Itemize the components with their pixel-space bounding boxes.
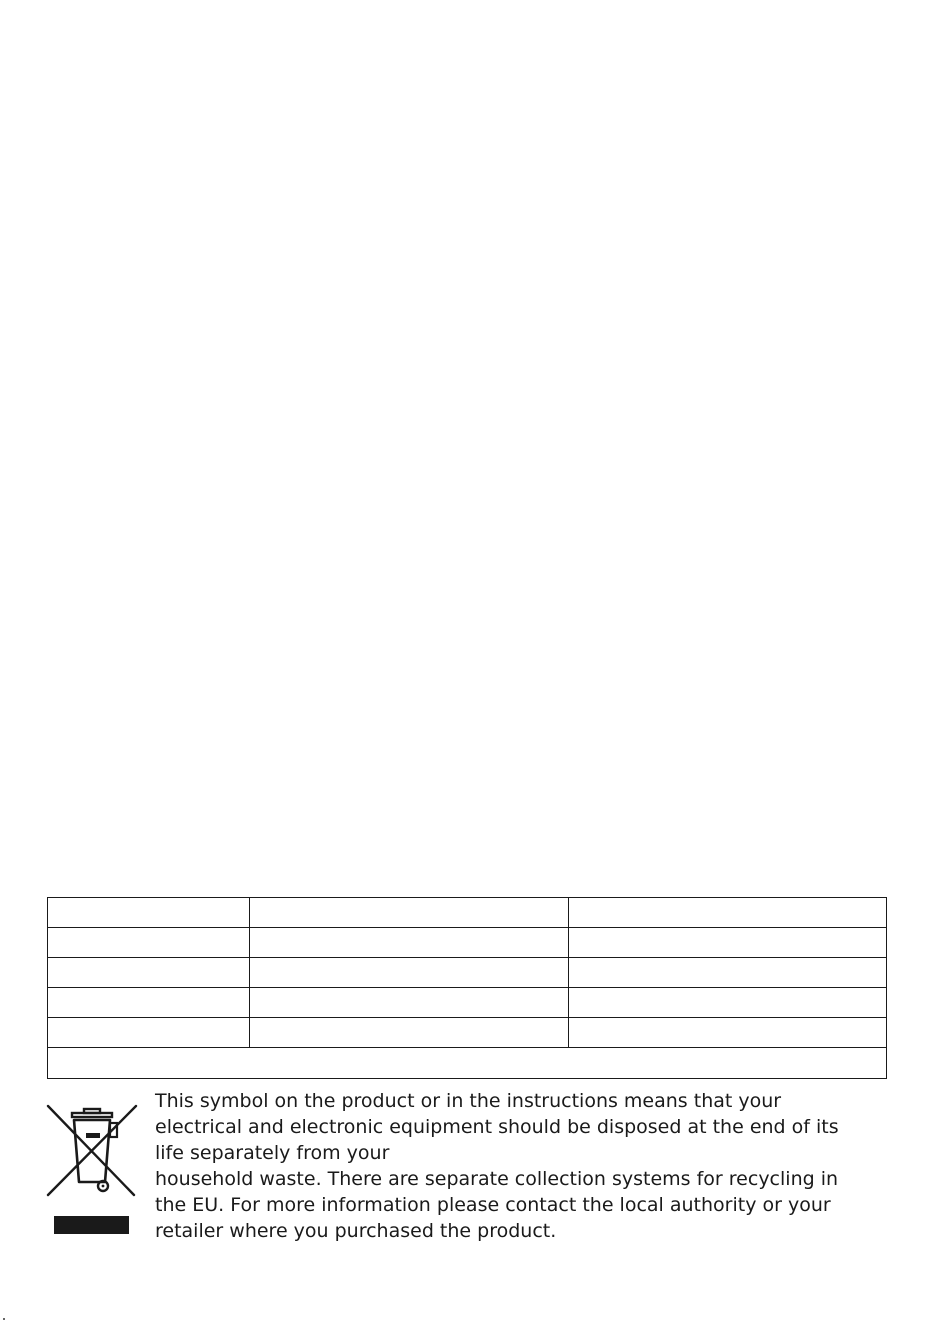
table-cell — [250, 988, 569, 1018]
disposal-notice-line: the EU. For more information please contact the local authority or your — [155, 1194, 831, 1216]
table-cell — [569, 958, 887, 988]
corner-mark — [3, 1318, 5, 1320]
table-cell — [569, 928, 887, 958]
table-cell — [569, 1018, 887, 1048]
table-cell — [48, 898, 250, 928]
table-cell — [250, 958, 569, 988]
disposal-notice-line: life separately from your — [155, 1142, 390, 1164]
table-row — [48, 958, 887, 988]
table-cell — [48, 988, 250, 1018]
table-cell — [250, 928, 569, 958]
disposal-notice-line: retailer where you purchased the product. — [155, 1220, 557, 1242]
table-row — [48, 898, 887, 928]
blank-data-table — [47, 897, 887, 1079]
table-cell — [250, 898, 569, 928]
table-row-full-width — [48, 1048, 887, 1079]
disposal-notice — [155, 1088, 845, 1244]
table-cell — [250, 1018, 569, 1048]
crossed-out-wheelie-bin-icon — [44, 1100, 140, 1240]
table-row — [48, 988, 887, 1018]
table-row — [48, 928, 887, 958]
table-row — [48, 1018, 887, 1048]
table-cell — [569, 988, 887, 1018]
table-cell — [48, 958, 250, 988]
disposal-notice-line: household waste. There are separate collection systems for recycling in — [155, 1168, 839, 1190]
disposal-notice-line: This symbol on the product or in the instructions means that your — [155, 1090, 782, 1112]
disposal-notice-line: electrical and electronic equipment should be disposed at the end of its — [155, 1116, 839, 1138]
table-cell — [48, 1018, 250, 1048]
table-cell — [569, 898, 887, 928]
table-cell-merged — [48, 1048, 887, 1079]
table-cell — [48, 928, 250, 958]
